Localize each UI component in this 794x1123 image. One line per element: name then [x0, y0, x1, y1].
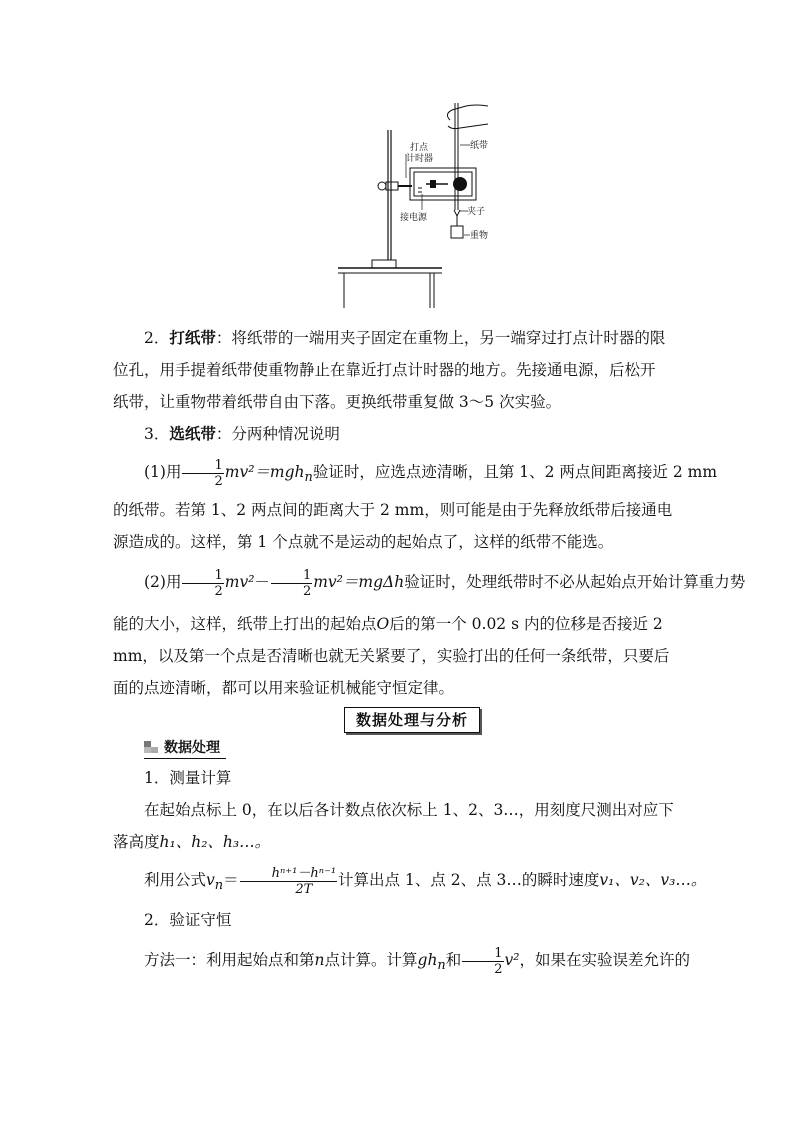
case2-term2: mv²＝mgΔh — [313, 573, 405, 591]
case1-line3: 源造成的。这样，第 1 个点就不是运动的起始点了，这样的纸带不能选。 — [113, 533, 614, 551]
subscript-n: n — [437, 958, 446, 974]
step3-heading — [113, 418, 683, 450]
frac-den: 2 — [214, 473, 223, 489]
verify-line1c: ，如果在实验误差允许的 — [519, 951, 691, 969]
colon: ： — [215, 329, 232, 347]
frac-num: 1 — [182, 458, 223, 474]
case2-line4: 面的点迹清晰，都可以用来验证机械能守恒定律。 — [113, 679, 455, 697]
step2-text: 将纸带的一端用夹子固定在重物上，另一端穿过打点计时器的限 — [231, 329, 666, 347]
frac-den: 2 — [214, 583, 223, 599]
label-timer-bottom: 计时器 — [406, 154, 434, 164]
heights: h₁、h₂、h₃…。 — [159, 833, 271, 851]
measure-title: 1．测量计算 — [144, 769, 232, 787]
verify-line1a: 方法一：利用起始点和第 — [144, 951, 315, 969]
colon: ： — [215, 425, 232, 443]
frac-num: 1 — [271, 568, 312, 584]
case2-prefix: (2)用 — [144, 573, 182, 591]
verify-title: 2．验证守恒 — [144, 911, 232, 929]
equals: ＝ — [223, 871, 239, 889]
step3-title: 选纸带 — [169, 424, 216, 443]
subhead-text: 数据处理 — [164, 740, 220, 756]
verify-line1 — [113, 944, 691, 982]
formula-after: 计算出点 1、点 2、点 3…的瞬时速度 — [338, 871, 600, 889]
and-word: 和 — [445, 951, 462, 969]
v-symbol: v — [206, 871, 215, 889]
label-timer-top: 打点 — [410, 143, 429, 153]
subscript-n: n — [304, 470, 313, 486]
frac-num: 1 — [182, 568, 223, 584]
apparatus-figure — [330, 98, 490, 310]
square-mark-icon — [144, 741, 158, 753]
frac-num: hⁿ⁺¹－hⁿ⁻¹ — [240, 866, 337, 882]
step2-line2: 位孔，用手提着纸带使重物静止在靠近打点计时器的地方。先接通电源，后松开 — [113, 361, 656, 379]
formula-line — [113, 864, 707, 902]
gh-symbol: gh — [417, 951, 438, 969]
case2-line2a: 能的大小，这样，纸带上打出的起始点 — [113, 615, 377, 633]
frac-den: 2 — [494, 961, 503, 977]
step2-line3: 纸带，让重物带着纸带自由下落。更换纸带重复做 3～5 次实验。 — [113, 393, 562, 411]
point-O: O — [376, 615, 390, 633]
fraction-half — [271, 568, 312, 599]
step2-number: 2． — [144, 329, 170, 347]
case2-line3: mm，以及第一个点是否清晰也就无关紧要了，实验打出的任何一条纸带，只要后 — [113, 647, 670, 665]
fraction-half — [182, 568, 223, 599]
case1-line2: 的纸带。若第 1、2 两点间的距离大于 2 mm，则可能是由于先释放纸带后接通电 — [113, 501, 673, 519]
section-title: 数据处理与分析 — [344, 707, 480, 733]
case1-prefix: (1)用 — [144, 463, 182, 481]
measure-line2 — [113, 826, 683, 858]
case2-term1: mv² — [224, 573, 255, 591]
velocity-fraction — [240, 866, 337, 897]
subscript-n: n — [214, 878, 224, 894]
label-weight: 重物 — [470, 231, 489, 241]
step2-line1 — [113, 322, 683, 354]
label-power: 接电源 — [400, 213, 428, 223]
step3-text: 分两种情况说明 — [231, 425, 340, 443]
subhead-data-processing — [144, 738, 226, 759]
formula-prefix: 利用公式 — [144, 871, 207, 889]
case2-text: 验证时，处理纸带时不必从起始点开始计算重力势 — [404, 573, 746, 591]
step2-title: 打纸带 — [169, 328, 216, 347]
label-tape: 纸带 — [470, 141, 489, 151]
measure-line2a: 落高度 — [113, 833, 160, 851]
frac-den: 2T — [295, 881, 313, 897]
velocities: v₁、v₂、v₃…。 — [599, 871, 707, 889]
label-clip: 夹子 — [467, 207, 486, 217]
measure-line1: 在起始点标上 0，在以后各计数点依次标上 1、2、3…，用刻度尺测出对应下 — [144, 801, 674, 819]
frac-num: 1 — [462, 946, 503, 962]
n-symbol: n — [314, 951, 325, 969]
frac-den: 2 — [302, 583, 312, 599]
case2-line2 — [113, 608, 683, 640]
case2-line1 — [113, 566, 746, 599]
fraction-half — [462, 946, 503, 977]
case1-line1 — [113, 456, 718, 494]
verify-line1b: 点计算。计算 — [324, 951, 418, 969]
fraction-half — [182, 458, 223, 489]
v2-symbol: v² — [504, 951, 520, 969]
step3-number: 3． — [144, 425, 170, 443]
minus-sign: － — [254, 573, 270, 591]
case2-line2b: 后的第一个 0.02 s 内的位移是否接近 2 — [389, 615, 663, 633]
case1-text: 验证时，应选点迹清晰，且第 1、2 两点间距离接近 2 mm — [312, 463, 718, 481]
case1-formula: mv²＝mgh — [224, 463, 305, 481]
